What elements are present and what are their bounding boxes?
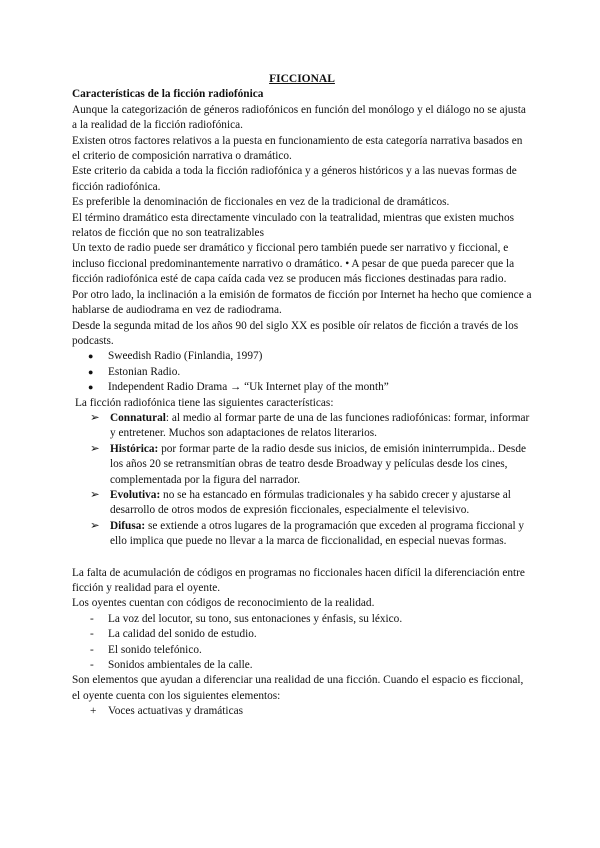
list-item: ● Sweedish Radio (Finlandia, 1997) bbox=[72, 349, 532, 364]
list-item: ➢ Connatural: al medio al formar parte de una de las funciones radiofónicas: formar, informar y entretener. Muchos son adaptaciones de relatos literarios. bbox=[90, 411, 530, 440]
podcast-list bbox=[72, 349, 532, 395]
arrow-icon: ➢ bbox=[90, 488, 100, 501]
list-item: + Voces actuativas y dramáticas bbox=[72, 704, 532, 719]
bullet-icon: ● bbox=[88, 366, 94, 377]
intro-paragraphs bbox=[72, 103, 532, 350]
characteristics-list bbox=[72, 411, 532, 550]
term: Histórica: bbox=[110, 442, 159, 455]
spacer bbox=[72, 550, 532, 566]
bullet-icon: ● bbox=[88, 382, 94, 393]
list-item: - El sonido telefónico. bbox=[72, 643, 532, 658]
list-item: - La calidad del sonido de estudio. bbox=[72, 627, 532, 642]
dash-icon: - bbox=[90, 628, 94, 641]
dash-icon: - bbox=[90, 659, 94, 672]
list-item: ➢ Histórica: por formar parte de la radio desde sus inicios, de emisión ininterrumpida.. Desde los años 20 se retransmitían obras de teatro desde Broadway y películas desde los cines, complementada por la figura del narrador. bbox=[90, 442, 526, 486]
characteristics-intro: La ficción radiofónica tiene las siguientes características: bbox=[75, 396, 334, 409]
term: Connatural bbox=[110, 411, 166, 424]
bullet-icon: ● bbox=[88, 351, 94, 362]
paragraph: Son elementos que ayudan a diferenciar una realidad de una ficción. Cuando el espacio es ficcional, el oyente cuenta con los siguientes elementos: bbox=[72, 674, 524, 702]
list-item: ● Estonian Radio. bbox=[72, 365, 532, 380]
list-item: - Sonidos ambientales de la calle. bbox=[72, 658, 532, 673]
arrow-icon: ➢ bbox=[90, 519, 100, 532]
arrow-icon: ➢ bbox=[90, 411, 100, 424]
term: Difusa: bbox=[110, 519, 146, 532]
paragraph: Por otro lado, la inclinación a la emisión de formatos de ficción por Internet ha hecho que comience a hablarse de audiodrama en vez de radiodrama. bbox=[72, 288, 532, 317]
list-item: ➢ Difusa: se extiende a otros lugares de la programación que exceden al programa ficcional y ello implica que puede no llevar a la marca de ficcionalidad, en especial nuevas formas. bbox=[90, 519, 525, 548]
section-subtitle: Características de la ficción radiofónica bbox=[72, 88, 264, 101]
list-item: ➢ Evolutiva: no se ha estancado en fórmulas tradicionales y ha sabido crecer y ajustarse al desarrollo de otros modos de expresión ficcionales, especialmente el televisivo. bbox=[90, 488, 511, 517]
paragraph: Aunque la categorización de géneros radiofónicos en función del monólogo y el diálogo no se ajusta a la realidad de la ficción radiofónica. bbox=[72, 103, 526, 132]
paragraph: Un texto de radio puede ser dramático y ficcional pero también puede ser narrativo y ficcional, e incluso ficcional predominantemente narrativo o dramático. • A pesar de que pueda parecer que la ficción radiofónica esté de capa caída cada vez se producen más ficciones destinadas para radio. bbox=[72, 242, 515, 286]
fiction-elements-list bbox=[72, 704, 532, 719]
document-page bbox=[72, 72, 532, 720]
page-title: FICCIONAL bbox=[269, 73, 335, 85]
dash-icon: - bbox=[90, 643, 94, 656]
list-item: ● Independent Radio Drama → “Uk Internet play of the month” bbox=[72, 380, 532, 395]
list-item: - La voz del locutor, su tono, sus entonaciones y énfasis, su léxico. bbox=[72, 612, 532, 627]
paragraph: Existen otros factores relativos a la puesta en funcionamiento de esta categoría narrativa basados en el criterio de composición narrativa o dramático. bbox=[72, 134, 523, 163]
paragraph: El término dramático esta directamente vinculado con la teatralidad, mientras que existen muchos relatos de ficción que no son teatralizables bbox=[72, 211, 514, 240]
plus-icon: + bbox=[90, 705, 97, 718]
reality-codes-list bbox=[72, 612, 532, 674]
arrow-icon: ➢ bbox=[90, 442, 100, 455]
paragraph: Desde la segunda mitad de los años 90 del siglo XX es posible oír relatos de ficción a través de los podcasts. bbox=[72, 319, 519, 347]
paragraph: La falta de acumulación de códigos en programas no ficcionales hacen difícil la diferenciación entre ficción y realidad para el oyente. bbox=[72, 566, 525, 594]
paragraph: Este criterio da cabida a toda la ficción radiofónica y a géneros históricos y a las nuevas formas de ficción radiofónica. bbox=[72, 165, 517, 193]
term: Evolutiva: bbox=[110, 488, 161, 501]
paragraph: Es preferible la denominación de ficcionales en vez de la tradicional de dramáticos. bbox=[72, 196, 450, 209]
dash-icon: - bbox=[90, 612, 94, 625]
paragraph: Los oyentes cuentan con códigos de reconocimiento de la realidad. bbox=[72, 597, 375, 610]
